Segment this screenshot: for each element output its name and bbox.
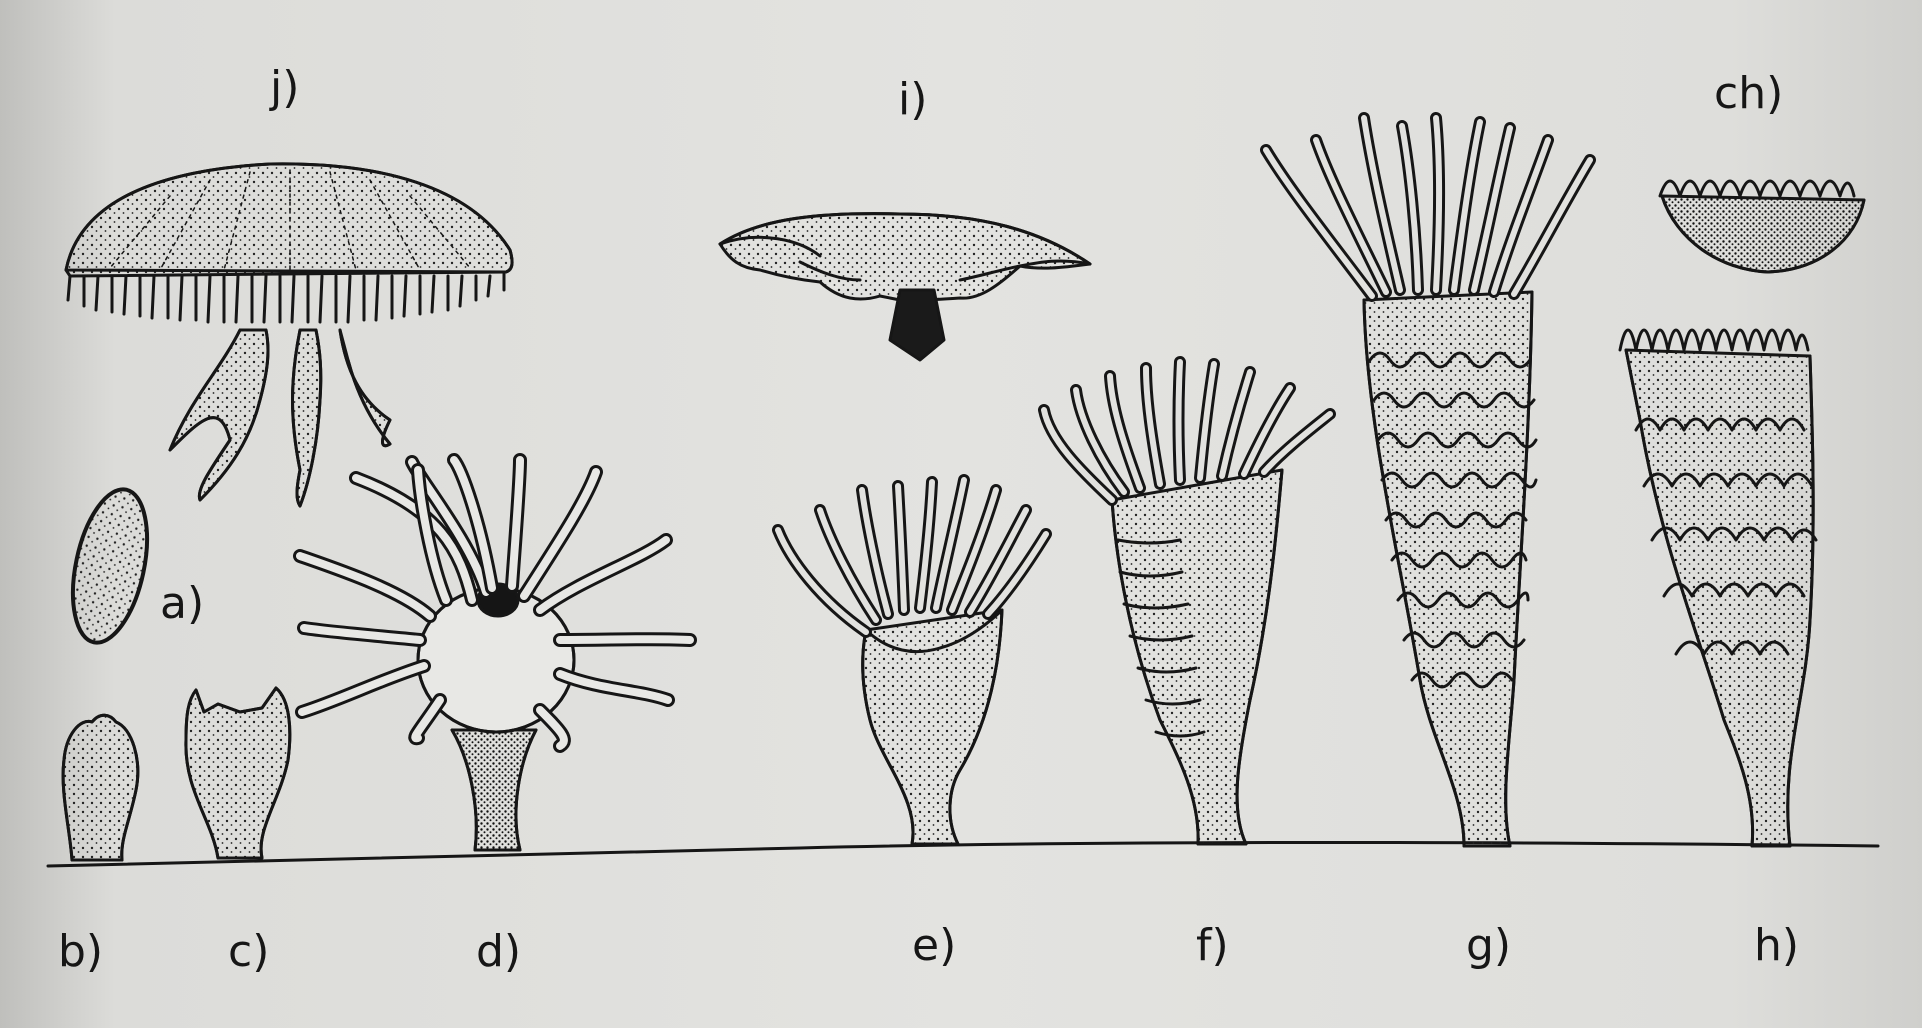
scyphistoma-polyp xyxy=(300,460,690,850)
label-e: e) xyxy=(912,920,957,971)
label-i: i) xyxy=(898,74,928,125)
label-f: f) xyxy=(1196,920,1229,971)
label-ch: ch) xyxy=(1714,68,1784,119)
substrate-line xyxy=(48,842,1878,866)
label-j: j) xyxy=(270,62,300,113)
adult-medusa xyxy=(66,164,512,506)
label-b: b) xyxy=(58,926,104,977)
label-h: h) xyxy=(1754,920,1800,971)
mature-strobila xyxy=(1266,118,1590,846)
free-ephyra xyxy=(1660,181,1864,272)
label-g: g) xyxy=(1466,920,1512,971)
segmenting-strobila xyxy=(1044,362,1330,844)
strobila-releasing-ephyrae xyxy=(1620,330,1816,846)
label-a: a) xyxy=(160,578,205,629)
ephyra-side-view xyxy=(720,214,1090,360)
label-d: d) xyxy=(476,926,522,977)
early-strobila xyxy=(778,480,1046,844)
early-polyp xyxy=(63,715,138,860)
polyp-first-tentacles xyxy=(186,688,290,858)
label-c: c) xyxy=(228,926,270,977)
planula-larva xyxy=(61,483,160,650)
